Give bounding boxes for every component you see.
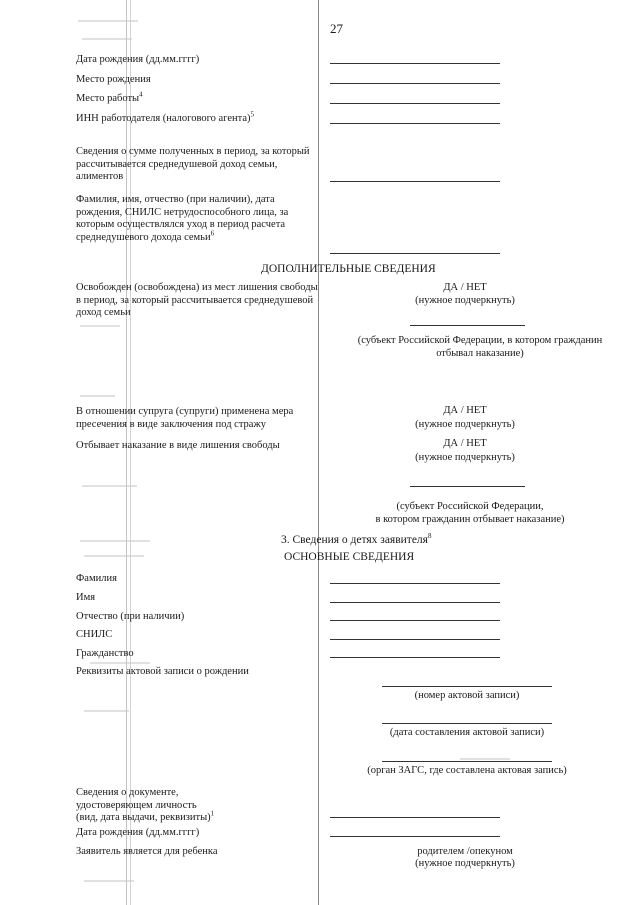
child-snils-label: СНИЛС [76,629,113,640]
child-citizenship-line [330,657,500,658]
work-place-line [330,103,500,104]
alimony-label: Сведения о сумме полученных в период, за который рассчитывается среднедушевой доход семьи, алиментов [76,146,310,182]
released-label: Освобожден (освобождена) из мест лишения свободы в период, за который рассчитывается среднедушевой доход семьи [76,282,318,318]
scan-smudge [90,662,150,664]
employer-inn-label: ИНН работодателя (налогового агента)$^5$ [76,110,255,124]
scan-margin-line [130,0,131,905]
birth-place-line [330,83,500,84]
children-basic-title: ОСНОВНЫЕ СВЕДЕНИЯ [284,551,415,563]
registry-office-label: (орган ЗАГС, где составлена актовая запись) [367,765,567,776]
birth-date-line [330,63,500,64]
serving-hint: (нужное подчеркнуть) [415,452,515,463]
work-place-label: Место работы$^4$ [76,90,143,104]
child-birth-date-line [330,836,500,837]
page-number: 27 [330,21,343,36]
scan-smudge [84,880,134,882]
care-label: Фамилия, имя, отчество (при наличии), дата рождения, СНИЛС нетрудоспособного лица, за которым осуществлялся уход в период расчета среднедушевого дохода семьи$^6$ [76,194,289,243]
scan-smudge [84,710,129,712]
child-patronymic-line [330,620,500,621]
scan-fold-line [318,0,319,905]
child-surname-line [330,583,500,584]
serving-subject-line [410,486,525,487]
record-number-label: (номер актовой записи) [414,690,520,701]
scan-smudge [82,485,137,487]
parent-guardian-option[interactable]: родителем /опекуном [417,846,513,857]
child-name-line [330,602,500,603]
restraint-yes-no[interactable]: ДА / НЕТ [443,405,487,416]
serving-yes-no[interactable]: ДА / НЕТ [443,438,487,449]
serving-subject-label: (субъект Российской Федерации, в котором гражданин отбывает наказание) [375,501,565,525]
employer-inn-line [330,123,500,124]
applicant-is-label: Заявитель является для ребенка [76,846,218,857]
serving-label: Отбывает наказание в виде лишения свободы [76,440,280,451]
scan-margin-line [126,0,127,905]
released-subject-line [410,325,525,326]
parent-guardian-hint: (нужное подчеркнуть) [415,858,515,869]
registry-office-line [382,761,552,762]
restraint-label: В отношении супруга (супруги) применена мера пресечения в виде заключения под стражу [76,406,294,430]
child-surname-label: Фамилия [76,573,117,584]
birth-date-label: Дата рождения (дд.мм.гггг) [76,54,200,65]
released-hint: (нужное подчеркнуть) [415,295,515,306]
scan-smudge [82,38,132,40]
additional-title: ДОПОЛНИТЕЛЬНЫЕ СВЕДЕНИЯ [261,263,436,275]
child-birth-date-label: Дата рождения (дд.мм.гггг) [76,827,200,838]
identity-doc-line [330,817,500,818]
child-patronymic-label: Отчество (при наличии) [76,611,185,622]
child-citizenship-label: Гражданство [76,648,134,659]
scan-smudge [84,555,144,557]
record-date-label: (дата составления актовой записи) [389,727,545,738]
birth-place-label: Место рождения [76,74,151,85]
scan-smudge [78,20,138,22]
record-number-line [382,686,552,687]
child-name-label: Имя [76,592,96,603]
scan-smudge [80,325,120,327]
children-section-title: 3. Сведения о детях заявителя$^8$ [281,532,432,546]
restraint-hint: (нужное подчеркнуть) [415,419,515,430]
scan-smudge [80,540,150,542]
scan-smudge [460,758,510,760]
scan-smudge [80,395,115,397]
birth-record-label: Реквизиты актовой записи о рождении [76,666,249,677]
care-line [330,253,500,254]
identity-doc-label: Сведения о документе, удостоверяющем личность (вид, дата выдачи, реквизиты)$^1$ [76,787,215,823]
record-date-line [382,723,552,724]
released-subject-label: (субъект Российской Федерации, в котором гражданин отбывал наказание) [357,335,603,359]
child-snils-line [330,639,500,640]
released-yes-no[interactable]: ДА / НЕТ [443,282,487,293]
alimony-line [330,181,500,182]
